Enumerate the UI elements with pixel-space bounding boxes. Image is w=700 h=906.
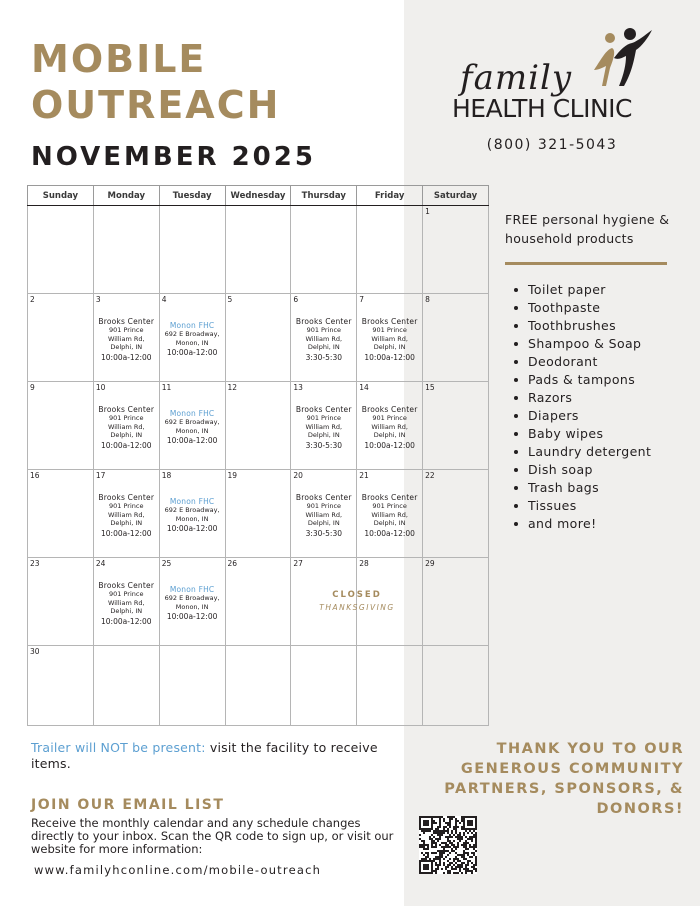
calendar-day-cell	[159, 206, 225, 294]
calendar-day-cell	[93, 294, 159, 382]
closed-label: CLOSED	[332, 590, 382, 600]
calendar-day-cell	[423, 294, 489, 382]
calendar-day-cell	[159, 294, 225, 382]
email-list-heading: JOIN OUR EMAIL LIST	[31, 797, 225, 813]
calendar-day-cell	[159, 558, 225, 646]
weekday-friday: Friday	[357, 186, 423, 206]
event-time: 3:30-5:30	[305, 528, 342, 538]
product-list-item: Diapers	[514, 407, 651, 425]
event-location: Brooks Center	[295, 405, 352, 414]
product-list-item: Shampoo & Soap	[514, 335, 651, 353]
event-address: Delphi, IN	[307, 431, 340, 439]
calendar-day-cell	[291, 382, 357, 470]
event-time: 10:00a-12:00	[364, 440, 415, 450]
outreach-event	[357, 405, 422, 451]
event-address: Delphi, IN	[307, 519, 340, 527]
event-address: Delphi, IN	[373, 431, 406, 439]
event-location: Brooks Center	[361, 317, 418, 326]
event-address: 692 E Broadway,	[164, 418, 220, 426]
event-location: Brooks Center	[361, 405, 418, 414]
calendar-day-cell	[225, 206, 291, 294]
calendar-day-cell	[423, 470, 489, 558]
outreach-event	[94, 405, 159, 451]
outreach-event	[94, 493, 159, 539]
event-address: 901 Prince	[306, 414, 342, 422]
product-list-item: Toothpaste	[514, 299, 651, 317]
outreach-event	[291, 493, 356, 539]
event-address: 901 Prince	[109, 590, 144, 598]
website-link[interactable]: www.familyhconline.com/mobile-outreach	[34, 863, 322, 877]
calendar-day-cell	[28, 558, 94, 646]
event-time: 3:30-5:30	[305, 352, 342, 362]
calendar-day-cell	[28, 206, 94, 294]
day-number: 29	[425, 559, 435, 568]
event-address: William Rd,	[305, 334, 343, 343]
calendar-day-cell	[291, 646, 357, 726]
event-address: Delphi, IN	[110, 519, 143, 527]
product-list-item: Toothbrushes	[514, 317, 651, 335]
event-time: 3:30-5:30	[305, 440, 342, 450]
day-number: 1	[425, 207, 430, 216]
calendar-day-cell	[159, 382, 225, 470]
calendar-day-cell	[93, 646, 159, 726]
event-address: 901 Prince	[306, 502, 342, 510]
event-address: 692 E Broadway,	[164, 594, 220, 602]
weekday-sunday: Sunday	[28, 186, 94, 206]
day-number: 17	[95, 471, 106, 480]
event-address: 901 Prince	[372, 502, 407, 510]
outreach-event	[160, 321, 225, 358]
calendar-day-cell	[423, 558, 489, 646]
outreach-event	[357, 317, 422, 363]
title-line-1: MOBILE	[31, 37, 207, 81]
calendar-grid	[27, 185, 489, 726]
closed-reason: THANKSGIVING	[319, 603, 395, 612]
day-number: 23	[30, 559, 40, 568]
event-location: Brooks Center	[361, 493, 418, 502]
event-location: Brooks Center	[98, 405, 155, 414]
event-address: William Rd,	[371, 334, 408, 343]
weekday-monday: Monday	[93, 186, 159, 206]
day-number: 28	[359, 559, 369, 568]
event-address: Delphi, IN	[110, 607, 143, 615]
event-time: 10:00a-12:00	[101, 528, 152, 538]
day-number: 9	[30, 383, 35, 392]
trailer-notice-text: visit the facility to receive items.	[31, 740, 378, 771]
event-location: Brooks Center	[98, 581, 155, 590]
month-heading: NOVEMBER 2025	[31, 142, 316, 172]
event-address: 901 Prince	[306, 326, 342, 334]
event-address: Monon, IN	[175, 602, 209, 611]
product-list-item: Laundry detergent	[514, 443, 651, 461]
event-address: William Rd,	[305, 510, 343, 519]
person-figure-icon	[584, 28, 654, 88]
calendar-day-cell	[93, 470, 159, 558]
calendar-day-cell	[423, 646, 489, 726]
calendar-day-cell	[225, 294, 291, 382]
logo-family-text: family	[460, 58, 573, 98]
calendar-day-cell	[357, 382, 423, 470]
calendar-day-cell	[225, 558, 291, 646]
product-list-item: Razors	[514, 389, 651, 407]
event-address: 901 Prince	[372, 326, 407, 334]
event-address: Delphi, IN	[110, 431, 143, 439]
event-address: William Rd,	[107, 598, 145, 607]
event-address: William Rd,	[371, 510, 408, 519]
day-number: 15	[425, 383, 435, 392]
calendar-week-row	[28, 646, 489, 726]
day-number: 14	[359, 383, 369, 392]
divider	[505, 262, 667, 265]
day-number: 25	[161, 559, 172, 568]
day-number: 2	[30, 295, 35, 304]
calendar-week-row	[28, 206, 489, 294]
day-number: 3	[95, 295, 101, 304]
event-time: 10:00a-12:00	[166, 612, 218, 621]
event-address: 901 Prince	[109, 414, 144, 422]
event-address: 901 Prince	[372, 414, 407, 422]
event-address: Monon, IN	[175, 514, 209, 523]
product-list-item: Pads & tampons	[514, 371, 651, 389]
day-number: 24	[95, 559, 106, 568]
day-number: 22	[425, 471, 435, 480]
outreach-event	[94, 581, 159, 627]
day-number: 13	[293, 383, 303, 392]
day-number: 30	[30, 647, 40, 656]
outreach-event	[291, 405, 356, 451]
calendar-day-cell	[423, 206, 489, 294]
event-location: Brooks Center	[98, 493, 155, 502]
event-location: Brooks Center	[98, 317, 155, 326]
calendar-day-cell	[28, 294, 94, 382]
outreach-event	[94, 317, 159, 363]
event-location: Monon FHC	[169, 409, 215, 418]
event-address: Monon, IN	[175, 426, 209, 435]
outreach-event	[357, 493, 422, 539]
event-time: 10:00a-12:00	[364, 528, 415, 538]
free-products-heading: FREE personal hygiene & household products	[505, 212, 670, 246]
day-number: 8	[425, 295, 430, 304]
event-time: 10:00a-12:00	[101, 616, 152, 626]
calendar-day-cell	[291, 294, 357, 382]
day-number: 16	[30, 471, 40, 480]
weekday-header-row	[28, 186, 489, 206]
day-number: 20	[293, 471, 303, 480]
event-location: Monon FHC	[169, 497, 215, 506]
calendar-day-cell	[93, 558, 159, 646]
outreach-event	[160, 409, 225, 446]
event-time: 10:00a-12:00	[166, 348, 218, 357]
event-address: Delphi, IN	[373, 519, 406, 527]
phone-number[interactable]: (800) 321-5043	[486, 137, 618, 153]
calendar-week-row	[28, 294, 489, 382]
event-location: Brooks Center	[295, 317, 352, 326]
calendar-day-cell	[28, 470, 94, 558]
event-address: William Rd,	[371, 422, 408, 431]
event-time: 10:00a-12:00	[364, 352, 415, 362]
calendar-day-cell	[159, 470, 225, 558]
calendar-day-cell	[357, 206, 423, 294]
trailer-notice	[31, 740, 391, 772]
calendar-day-cell	[28, 382, 94, 470]
event-address: 901 Prince	[109, 502, 144, 510]
event-address: William Rd,	[107, 334, 145, 343]
weekday-saturday: Saturday	[423, 186, 489, 206]
calendar-day-cell	[28, 646, 94, 726]
product-list-item: and more!	[514, 515, 651, 533]
weekday-tuesday: Tuesday	[159, 186, 225, 206]
calendar-day-cell	[423, 382, 489, 470]
calendar-day-cell	[291, 206, 357, 294]
day-number: 7	[359, 295, 364, 304]
calendar-day-cell	[159, 646, 225, 726]
day-number: 6	[293, 295, 299, 304]
weekday-thursday: Thursday	[291, 186, 357, 206]
event-time: 10:00a-12:00	[166, 436, 218, 445]
product-list-item: Deodorant	[514, 353, 651, 371]
event-address: Monon, IN	[175, 338, 209, 347]
calendar-day-cell	[225, 646, 291, 726]
day-number: 11	[161, 383, 172, 392]
day-number: 5	[227, 295, 233, 304]
product-list-item: Baby wipes	[514, 425, 651, 443]
calendar-day-cell	[291, 470, 357, 558]
event-address: 692 E Broadway,	[164, 506, 220, 514]
logo-health-clinic-text: HEALTH CLINIC	[452, 94, 632, 123]
thank-you-message: THANK YOU TO OUR GENEROUS COMMUNITY PARTNERS, SPONSORS, & DONORS!	[444, 741, 684, 817]
product-list-item: Toilet paper	[514, 281, 651, 299]
calendar-week-row	[28, 470, 489, 558]
event-address: Delphi, IN	[110, 343, 143, 351]
day-number: 10	[95, 383, 106, 392]
page-title	[31, 36, 280, 128]
outreach-event	[160, 585, 225, 622]
family-health-clinic-logo	[448, 28, 660, 128]
event-time: 10:00a-12:00	[101, 440, 152, 450]
weekday-wednesday: Wednesday	[225, 186, 291, 206]
product-list	[514, 281, 651, 533]
event-address: 692 E Broadway,	[164, 330, 220, 338]
day-number: 12	[227, 383, 238, 392]
calendar-day-cell	[93, 206, 159, 294]
title-line-2: OUTREACH	[31, 83, 281, 127]
calendar-day-cell	[357, 294, 423, 382]
day-number: 4	[161, 295, 167, 304]
calendar-day-cell	[357, 470, 423, 558]
calendar-day-cell	[357, 646, 423, 726]
calendar-day-cell	[225, 382, 291, 470]
calendar-week-row	[28, 382, 489, 470]
closed-thanksgiving-notice	[292, 590, 422, 612]
product-list-item: Dish soap	[514, 461, 651, 479]
email-list-text: Receive the monthly calendar and any schedule changes directly to your inbox. Scan the QR code to sign up, or visit our website for more information:	[31, 816, 394, 856]
calendar-day-cell	[93, 382, 159, 470]
calendar-day-cell	[225, 470, 291, 558]
event-address: 901 Prince	[109, 326, 144, 334]
event-location: Monon FHC	[169, 585, 215, 594]
day-number: 27	[293, 559, 303, 568]
event-time: 10:00a-12:00	[166, 524, 218, 533]
outreach-event	[160, 497, 225, 534]
event-location: Monon FHC	[169, 321, 215, 330]
day-number: 18	[161, 471, 172, 480]
product-list-item: Trash bags	[514, 479, 651, 497]
product-list-item: Tissues	[514, 497, 651, 515]
event-address: William Rd,	[107, 422, 145, 431]
trailer-notice-highlight: Trailer will NOT be present:	[31, 740, 206, 755]
day-number: 26	[227, 559, 238, 568]
event-location: Brooks Center	[295, 493, 352, 502]
day-number: 21	[359, 471, 369, 480]
qr-code-icon[interactable]	[419, 816, 477, 874]
event-address: William Rd,	[107, 510, 145, 519]
event-address: Delphi, IN	[373, 343, 406, 351]
day-number: 19	[227, 471, 238, 480]
event-address: William Rd,	[305, 422, 343, 431]
event-address: Delphi, IN	[307, 343, 340, 351]
event-time: 10:00a-12:00	[101, 352, 152, 362]
outreach-event	[291, 317, 356, 363]
